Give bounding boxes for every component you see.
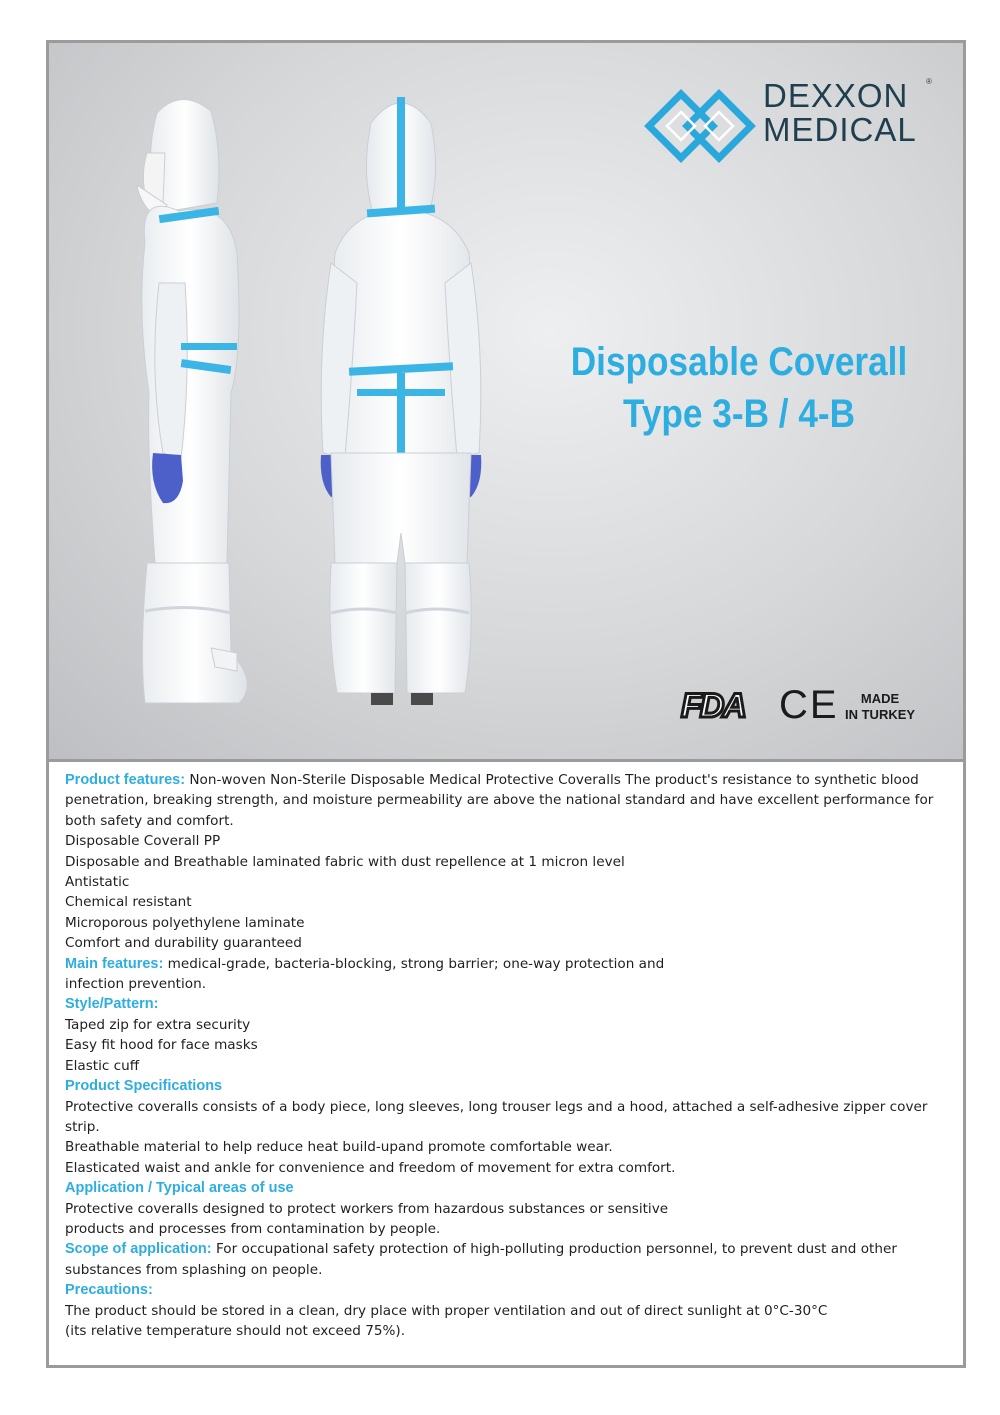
product-description — [65, 770, 945, 1341]
style-item: Easy fit hood for face masks — [65, 1037, 258, 1054]
scope-text: For occupational safety protection of high-polluting production personnel, to prevent dust and other substances from splashing on people. — [65, 1241, 897, 1278]
feature-item: Comfort and durability guaranteed — [65, 935, 302, 952]
product-title-line2: Type 3-B / 4-B — [622, 392, 856, 436]
features-text: Non-woven Non-Sterile Disposable Medical Protective Coveralls The product's resistance to synthetic blood penetration, breaking strength, and moisture permeability are above the national standard and have excellent performance for both safety and comfort. — [65, 772, 934, 829]
feature-item: Disposable and Breathable laminated fabric with dust repellence at 1 micron level — [65, 853, 625, 870]
main-features-text: medical-grade, bacteria-blocking, strong barrier; one-way protection and — [167, 955, 665, 972]
feature-item: Antistatic — [65, 874, 130, 891]
precautions-text: The product should be stored in a clean, dry place with proper ventilation and out of direct sunlight at 0°C-30°C — [65, 1302, 828, 1319]
brand-logo — [641, 77, 941, 187]
main-features-text-cont: infection prevention. — [65, 976, 207, 993]
precautions-text-cont: (its relative temperature should not exceed 75%). — [65, 1322, 406, 1339]
features-paragraph — [65, 770, 945, 831]
product-title-line1: Disposable Coverall — [570, 340, 908, 384]
logo-mark-icon — [641, 81, 759, 171]
made-in-turkey-badge — [845, 691, 915, 723]
spec-item: Protective coveralls consists of a body piece, long sleeves, long trouser legs and a hood, attached a self-adhesive zipper cover strip. — [65, 1098, 928, 1135]
brand-name-line1: DEXXON — [763, 77, 909, 114]
main-features-paragraph — [65, 954, 945, 974]
certification-marks — [677, 683, 937, 729]
fda-mark: FDA — [681, 687, 745, 725]
brand-name — [763, 79, 917, 147]
registered-mark: ® — [926, 77, 932, 86]
precautions-heading: Precautions: — [65, 1282, 153, 1299]
coverall-back-view-image — [301, 93, 501, 713]
spec-heading: Product Specifications — [65, 1078, 223, 1095]
made-line2: IN TURKEY — [845, 707, 916, 722]
application-text: Protective coveralls designed to protect workers from hazardous substances or sensitive — [65, 1200, 669, 1217]
product-title — [545, 336, 932, 440]
spec-item: Breathable material to help reduce heat build-upand promote comfortable wear. — [65, 1139, 613, 1156]
application-heading: Application / Typical areas of use — [65, 1180, 294, 1197]
coverall-side-view-image — [119, 93, 269, 713]
ce-mark: CE — [779, 683, 839, 727]
feature-item: Disposable Coverall PP — [65, 833, 221, 850]
datasheet-frame — [46, 40, 966, 1368]
spec-item: Elasticated waist and ankle for convenience and freedom of movement for extra comfort. — [65, 1159, 676, 1176]
scope-paragraph — [65, 1239, 945, 1280]
style-item: Taped zip for extra security — [65, 1016, 251, 1033]
features-heading: Product features: — [65, 772, 186, 788]
main-features-heading: Main features: — [65, 955, 164, 972]
style-heading: Style/Pattern: — [65, 996, 159, 1013]
scope-heading: Scope of application: — [65, 1241, 212, 1258]
feature-item: Chemical resistant — [65, 894, 192, 911]
made-line1: MADE — [860, 691, 900, 706]
style-item: Elastic cuff — [65, 1057, 140, 1074]
product-hero — [49, 43, 963, 762]
application-text-cont: products and processes from contamination by people. — [65, 1220, 441, 1237]
feature-item: Microporous polyethylene laminate — [65, 914, 305, 931]
brand-name-line2: MEDICAL — [763, 111, 917, 148]
